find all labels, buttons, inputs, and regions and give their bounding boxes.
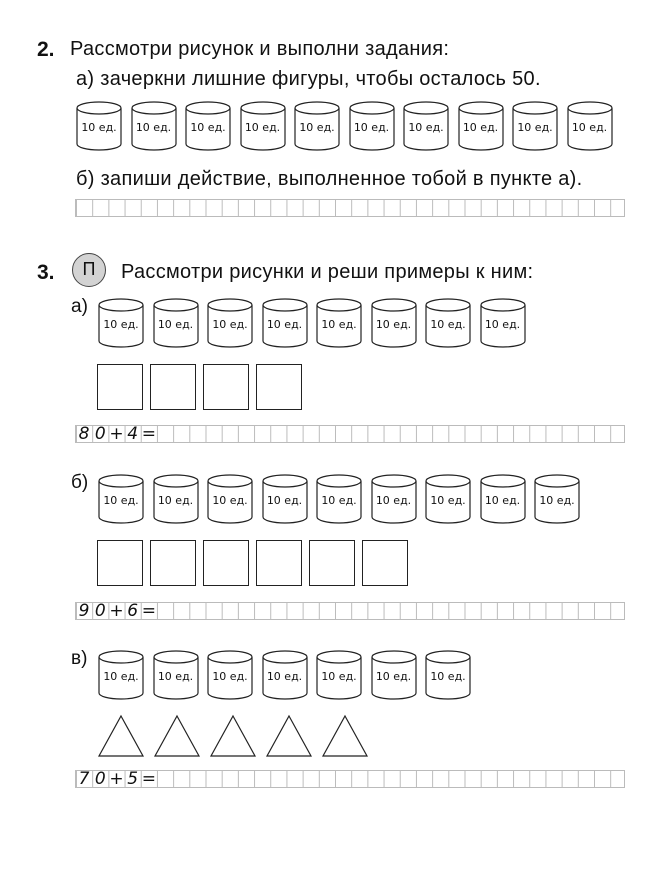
- cylinder-label: 10 ед.: [571, 121, 608, 134]
- cylinder[interactable]: [261, 649, 309, 701]
- cylinder[interactable]: [402, 100, 450, 152]
- cylinder-label: 10 ед.: [484, 494, 521, 507]
- cylinder[interactable]: [424, 297, 472, 349]
- cylinder-label: 10 ед.: [430, 318, 466, 331]
- cylinder-label: 10 ед.: [321, 318, 357, 331]
- cylinder-label: 10 ед.: [321, 494, 357, 507]
- unit-square: [203, 540, 249, 586]
- cylinder-label: 10 ед.: [375, 494, 412, 507]
- task2-part-a: а) зачеркни лишние фигуры, чтобы осталось 50.: [76, 68, 541, 90]
- cylinder-label: 10 ед.: [430, 670, 466, 683]
- cylinder-label: 10 ед.: [212, 318, 248, 331]
- cylinder-label: 10 ед.: [321, 670, 357, 683]
- cylinder-label: 10 ед.: [103, 318, 139, 331]
- cylinder-label: 10 ед.: [353, 121, 390, 134]
- cylinder[interactable]: [315, 297, 363, 349]
- part-b-cylinder-row: [97, 473, 588, 525]
- cylinder[interactable]: [97, 649, 145, 701]
- cylinder[interactable]: [152, 649, 200, 701]
- cylinder[interactable]: [315, 649, 363, 701]
- cylinder[interactable]: [424, 649, 472, 701]
- cylinder[interactable]: [370, 297, 418, 349]
- cylinder-label: 10 ед.: [266, 670, 303, 683]
- cylinder-label: 10 ед.: [103, 670, 139, 683]
- cylinder[interactable]: [130, 100, 178, 152]
- expression-char: 6: [127, 601, 139, 621]
- expression-char: 7: [78, 769, 90, 789]
- part-b-square-row: [97, 540, 415, 586]
- expression-char: 5: [127, 769, 139, 789]
- expression-v: [76, 769, 157, 789]
- cylinder-label: 10 ед.: [135, 121, 172, 134]
- expression-a: [76, 424, 157, 444]
- cylinder[interactable]: [152, 473, 200, 525]
- unit-triangle: [97, 714, 145, 763]
- cylinder-label: 10 ед.: [103, 494, 139, 507]
- task2-title: Рассмотри рисунок и выполни задания:: [70, 38, 450, 60]
- cylinder-label: 10 ед.: [375, 670, 412, 683]
- cylinder[interactable]: [184, 100, 232, 152]
- expression-char: 0: [94, 769, 106, 789]
- expression-b: [76, 601, 157, 621]
- cylinder-label: 10 ед.: [212, 494, 248, 507]
- part-v-cylinder-row: [97, 649, 479, 701]
- answer-grid-v[interactable]: [75, 770, 625, 788]
- expression-char: =: [141, 769, 156, 789]
- unit-triangle: [209, 714, 257, 763]
- cylinder[interactable]: [566, 100, 614, 152]
- cylinder[interactable]: [479, 473, 527, 525]
- unit-square: [150, 540, 196, 586]
- expression-char: +: [109, 424, 124, 444]
- cylinder-label: 10 ед.: [266, 494, 303, 507]
- answer-grid-b[interactable]: [75, 602, 625, 620]
- unit-square: [256, 364, 302, 410]
- cylinder-label: 10 ед.: [190, 121, 226, 134]
- part-a-cylinder-row: [97, 297, 533, 349]
- cylinder[interactable]: [261, 473, 309, 525]
- cylinder[interactable]: [293, 100, 341, 152]
- cylinder-label: 10 ед.: [517, 121, 553, 134]
- cylinder-label: 10 ед.: [462, 121, 499, 134]
- cylinder-label: 10 ед.: [244, 121, 281, 134]
- cylinder[interactable]: [261, 297, 309, 349]
- cylinder-label: 10 ед.: [81, 121, 117, 134]
- cylinder[interactable]: [533, 473, 581, 525]
- cylinder-label: 10 ед.: [157, 318, 194, 331]
- cylinder-label: 10 ед.: [408, 121, 444, 134]
- cylinder-label: 10 ед.: [484, 318, 521, 331]
- cylinder[interactable]: [152, 297, 200, 349]
- cylinder-label: 10 ед.: [157, 494, 194, 507]
- unit-square: [97, 364, 143, 410]
- unit-square: [256, 540, 302, 586]
- unit-square: [97, 540, 143, 586]
- cylinder[interactable]: [424, 473, 472, 525]
- part-a-square-row: [97, 364, 309, 410]
- unit-square: [150, 364, 196, 410]
- cylinder-label: 10 ед.: [539, 494, 575, 507]
- cylinder-label: 10 ед.: [212, 670, 248, 683]
- practice-badge: П: [72, 253, 106, 287]
- cylinder[interactable]: [206, 473, 254, 525]
- task2-cylinder-row: [75, 100, 620, 152]
- cylinder-label: 10 ед.: [375, 318, 412, 331]
- cylinder[interactable]: [511, 100, 559, 152]
- task2-part-b: б) запиши действие, выполненное тобой в пункте а).: [76, 168, 583, 190]
- part-v-label: в): [71, 648, 88, 669]
- cylinder[interactable]: [206, 649, 254, 701]
- expression-char: 0: [94, 424, 106, 444]
- expression-char: =: [141, 424, 156, 444]
- cylinder-label: 10 ед.: [266, 318, 303, 331]
- cylinder[interactable]: [206, 297, 254, 349]
- cylinder[interactable]: [239, 100, 287, 152]
- unit-square: [203, 364, 249, 410]
- expression-char: 4: [127, 424, 139, 444]
- cylinder-label: 10 ед.: [299, 121, 335, 134]
- answer-grid-a[interactable]: [75, 425, 625, 443]
- unit-triangle: [153, 714, 201, 763]
- part-a-label: а): [71, 296, 88, 317]
- unit-triangle: [265, 714, 313, 763]
- cylinder[interactable]: [370, 473, 418, 525]
- task2-number: 2.: [37, 38, 55, 61]
- cylinder[interactable]: [348, 100, 396, 152]
- expression-char: =: [141, 601, 156, 621]
- part-b-label: б): [71, 472, 89, 493]
- unit-triangle: [321, 714, 369, 763]
- unit-square: [362, 540, 408, 586]
- cylinder[interactable]: [457, 100, 505, 152]
- expression-char: 9: [78, 601, 90, 621]
- answer-grid-task2[interactable]: [75, 199, 625, 217]
- task3-number: 3.: [37, 261, 55, 284]
- cylinder-label: 10 ед.: [157, 670, 194, 683]
- cylinder[interactable]: [315, 473, 363, 525]
- cylinder[interactable]: [479, 297, 527, 349]
- expression-char: +: [109, 601, 124, 621]
- cylinder-label: 10 ед.: [430, 494, 466, 507]
- cylinder[interactable]: [75, 100, 123, 152]
- part-v-triangle-row: [97, 714, 377, 763]
- expression-char: 0: [94, 601, 106, 621]
- unit-square: [309, 540, 355, 586]
- cylinder[interactable]: [370, 649, 418, 701]
- cylinder[interactable]: [97, 473, 145, 525]
- cylinder[interactable]: [97, 297, 145, 349]
- expression-char: +: [109, 769, 124, 789]
- task3-title: Рассмотри рисунки и реши примеры к ним:: [121, 261, 534, 283]
- expression-char: 8: [78, 424, 90, 444]
